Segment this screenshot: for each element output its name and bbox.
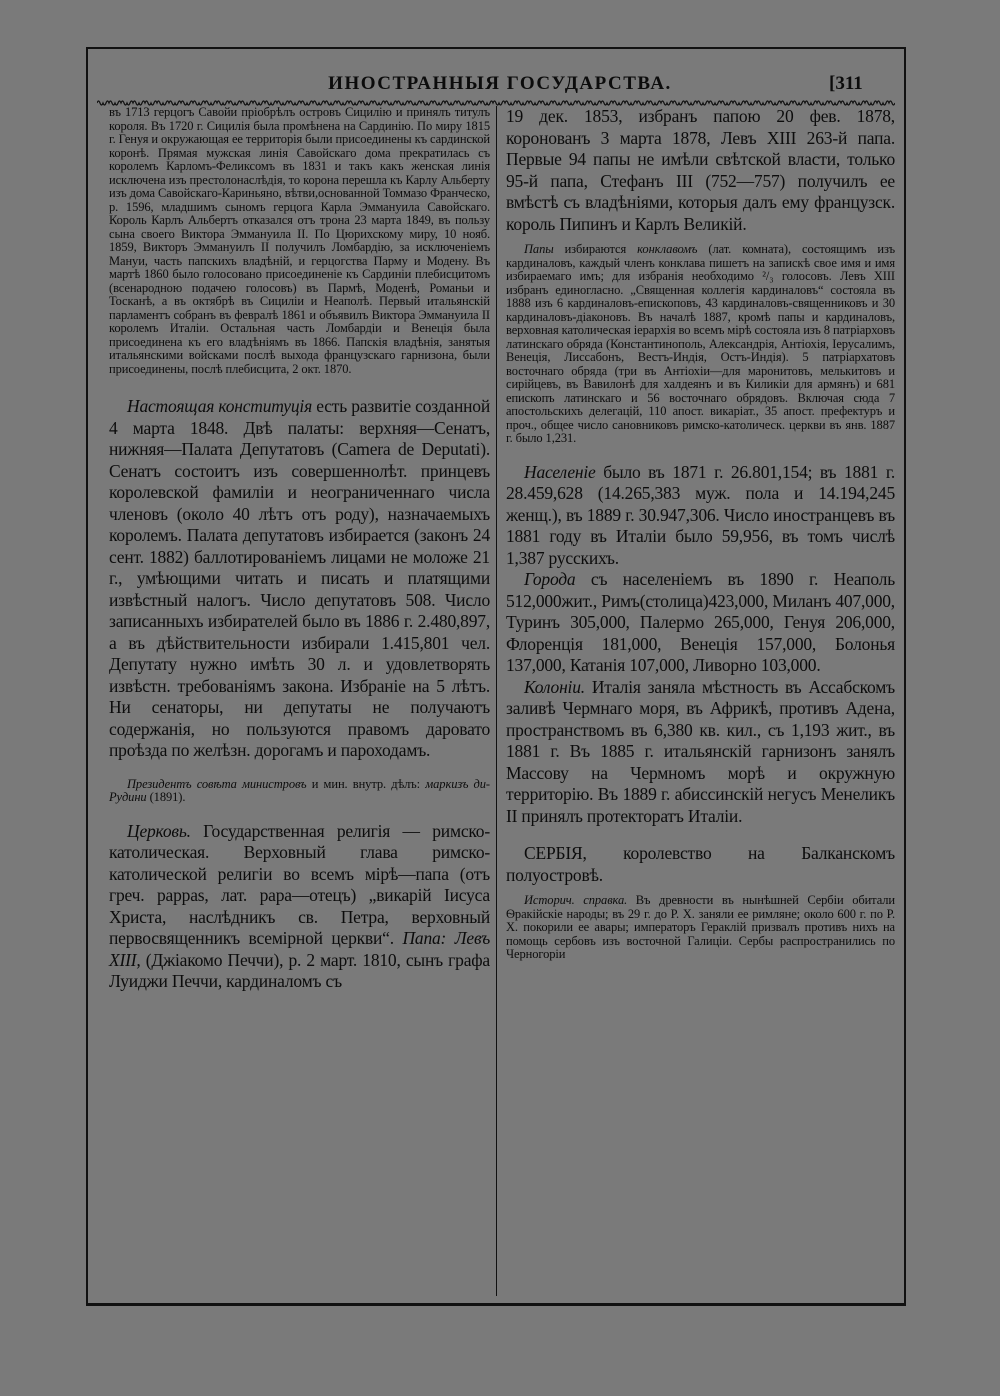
- constitution-paragraph: [109, 396, 490, 762]
- president-paragraph: [109, 778, 490, 805]
- cities-paragraph: [506, 569, 895, 677]
- page-number: [311: [829, 73, 863, 94]
- serbia-lead: Историч. справка.: [524, 893, 628, 907]
- cities-text: съ населенiемъ въ 1890 г. Неаполь 512,000жит., Римъ(столица)423,000, Миланъ 407,000, Туринъ 305,000, Палермо 265,000, Генуя 206,000, Флоренцiя 181,000, Венецiя 157,000, Болонья 137,000, Катанiя 107,000, Ливорно 103,000.: [506, 569, 895, 675]
- president-year: (1891).: [146, 790, 186, 804]
- church-tail: (Джiакомо Печчи), р. 2 март. 1810, сынъ графа Луиджи Печчи, кардиналомъ съ: [109, 949, 490, 991]
- serbia-section-heading: СЕРБIЯ, королевство на Балканскомъ полуостровѣ.: [506, 843, 895, 885]
- serbia-history-paragraph: [506, 894, 895, 962]
- president-lead: Президентъ совѣта министровъ: [127, 776, 307, 791]
- colonies-paragraph: [506, 677, 895, 828]
- left-column: [109, 106, 490, 993]
- population-text: было въ 1871 г. 26.801,154; въ 1881 г. 28.459,628 (14.265,383 муж. пола и 14.194,245 женщ.), въ 1889 г. 30.947,306. Число иностранцевъ въ 1881 году въ Италiи было 59,956, въ томъ числѣ 1,387 русскихъ.: [506, 461, 895, 568]
- colonies-text: Италiя заняла мѣстность въ Ассабскомъ заливѣ Чермнаго моря, въ Африкѣ, противъ Адена, пространствомъ въ 6,380 кв. кил., съ 1,193 жит., въ 1881 г. Въ 1885 г. итальянскiй гарнизонъ занялъ Массову на Чермномъ морѣ и окружную территорiю. Въ 1889 г. абиссинскiй негусъ Менеликъ II принялъ протекторатъ Италiи.: [506, 676, 895, 826]
- church-text: Государственная религiя — римско-католическая. Верховный глава римско-католической религiи во всемъ мiрѣ—папа (отъ греч. pappas, лат. papa—отецъ) „викарiй Iисуса Христа, наслѣдникъ св. Петра, верховный первосвященникъ всемiрной церкви“.: [109, 820, 490, 948]
- president-name: маркизъ ди-Рудини: [109, 776, 490, 804]
- church-paragraph: [109, 821, 490, 993]
- popes-lead: Папы: [524, 242, 554, 256]
- constitution-text: есть развитiе созданной 4 марта 1848. Двѣ палаты: верхняя—Сенатъ, нижняя—Палата Депутатовъ (Camera de Deputati). Сенатъ состоитъ изъ совершеннолѣт. принцевъ королевской фамилiи и неограниченнаго числа членовъ (около 40 лѣтъ отъ роду), назначаемыхъ королемъ. Палата депутатовъ избирается (законъ 24 сент. 1882) баллотированiемъ лицами не моложе 21 г., умѣющими читать и писать и платящими извѣстный налогъ. Число депутатовъ 508. Число записанныхъ избирателей было въ 1886 г. 2.480,897, а въ дѣйствительности избирали 1.415,801 чел. Депутату нужно имѣть 30 л. и удовлетворять извѣстн. требованiямъ закона. Избранiе на 5 лѣтъ. Ни сенаторы, ни депутаты не получаютъ содержанiя, но пользуются правомъ даровато проѣзда по желѣзн. дорогамъ и пароходамъ.: [109, 396, 490, 760]
- conclave-term: конклавомъ: [637, 242, 698, 256]
- pope-name: Папа: Левъ XIII,: [109, 928, 490, 970]
- conclave-text: (лат. комната), состоящимъ изъ кардиналовъ, каждый членъ конклава пишетъ на запискѣ свое имя и имя избираемаго имъ; для избранiя необходимо ²/₃ голосовъ. Левъ XIII избранъ единогласно. „Священная коллегiя кардиналовъ“ состояла въ 1888 изъ 6 кардиналовъ-епископовъ, 43 кардиналовъ-священниковъ и 30 кардиналовъ-дiаконовъ. Въ началѣ 1887, кромѣ папы и кардиналовъ, верховная католическая iерархiя во всемъ мiрѣ состояла изъ 8 патрiарховъ латинскаго обряда (Константинополь, Александрiя, Антiохiя, Iерусалимъ, Венецiя, Лиссабонъ, Вестъ-Индiя, Остъ-Индiя). 5 патрiархатовъ восточнаго обряда (три въ Антiохiи—для маронитовъ, мелькитовъ и сирiйцевъ, въ Вавилонѣ для халдеянъ и въ Киликiи для армянъ) и 681 епископъ латинскаго и 56 восточнаго обрядовъ. Включая сюда 7 апостольскихъ делегацiй, 110 апост. викарiат., 35 апост. префектуръ и проч., общее число сановниковъ римско-католическ. церкви въ янв. 1887 г. было 1,231.: [506, 242, 895, 445]
- italy-history-paragraph: въ 1713 герцогъ Савойи прiобрѣлъ островъ Сицилiю и принялъ титулъ короля. Въ 1720 г. Сицилiя была промѣнена на Сардинiю. По миру 1815 г. Генуя и окружающая ее территорiя были присоединены къ сардинской коронѣ. Прямая мужская линiя Савойскаго дома прекратилась съ королемъ Карломъ-Феликсомъ въ 1831 и такъ какъ женская линiя исключена изъ престолонаслѣдiя, то корона перешла къ Карлу Альберту изъ дома Савойскаго-Кариньяно, вѣтви,основанной Томмазо Франческо, р. 1596, младшимъ сыномъ герцога Карла Эммануила Савойскаго. Король Карлъ Альбертъ отказался отъ трона 23 марта 1849, въ пользу сына своего Виктора Эммануила II. По Цюрихскому миру, 10 нояб. 1859, Викторъ Эммануилъ II получилъ Ломбардiю, за исключенiемъ Мануи, часть папскихъ владѣнiй, и герцогства Парму и Модену. Въ мартѣ 1860 было голосовано присоединенiе къ Сардинiи плебисцитомъ (всенародною подачею голосовъ) въ Пармѣ, Моденѣ, Романьи и Тосканѣ, а въ октябрѣ въ Сицилiи и Неаполѣ. Первый итальянскiй парламентъ собранъ въ февралѣ 1861 и объявилъ Виктора Эммануила II королемъ Италiи. Остальная часть Ломбардiи и Венецiя была присоединена къ его владѣнiямъ въ 1866. Папскiя владѣнiя, занятыя итальянскими войсками послѣ выхода французскаго гарнизона, были присоединены, послѣ плебисцита, 2 окт. 1870.: [109, 105, 490, 376]
- president-mid: и мин. внутр. дѣлъ:: [306, 776, 426, 791]
- population-lead: Населенiе: [524, 461, 596, 482]
- running-header-title: ИНОСТРАННЫЯ ГОСУДАРСТВА.: [328, 73, 672, 94]
- church-lead: Церковь.: [127, 820, 191, 841]
- frame-bottom-rule: [86, 1305, 906, 1306]
- serbia-text: Въ древности въ нынѣшней Сербiи обитали Ѳракiйскiе народы; въ 29 г. до Р. Х. заняли ее римляне; около 600 г. по Р. Х. покорили ее авары; императоръ Гераклiй призвалъ противъ нихъ на помощь сербовъ изъ восточной Галицiи. Сербы распространились по Черногорiи: [506, 893, 895, 961]
- column-divider: [496, 106, 497, 1296]
- pope-continuation-paragraph: 19 дек. 1853, избранъ папою 20 фев. 1878, коронованъ 3 марта 1878, Левъ XIII 263-й папа. Первые 94 папы не имѣли свѣтской власти, только 95-й папа, Стефанъ III (752—757) получилъ ее вмѣстѣ съ владѣнiями, которыя далъ ему французск. король Пипинъ и Карлъ Великiй.: [506, 106, 895, 234]
- popes-mid: избираются: [553, 242, 638, 256]
- conclave-paragraph: [506, 243, 895, 446]
- colonies-lead: Колонiи.: [524, 676, 585, 697]
- cities-lead: Города: [524, 569, 576, 589]
- constitution-lead: Настоящая конституцiя: [127, 396, 313, 416]
- population-paragraph: [506, 462, 895, 570]
- right-column: [506, 106, 895, 962]
